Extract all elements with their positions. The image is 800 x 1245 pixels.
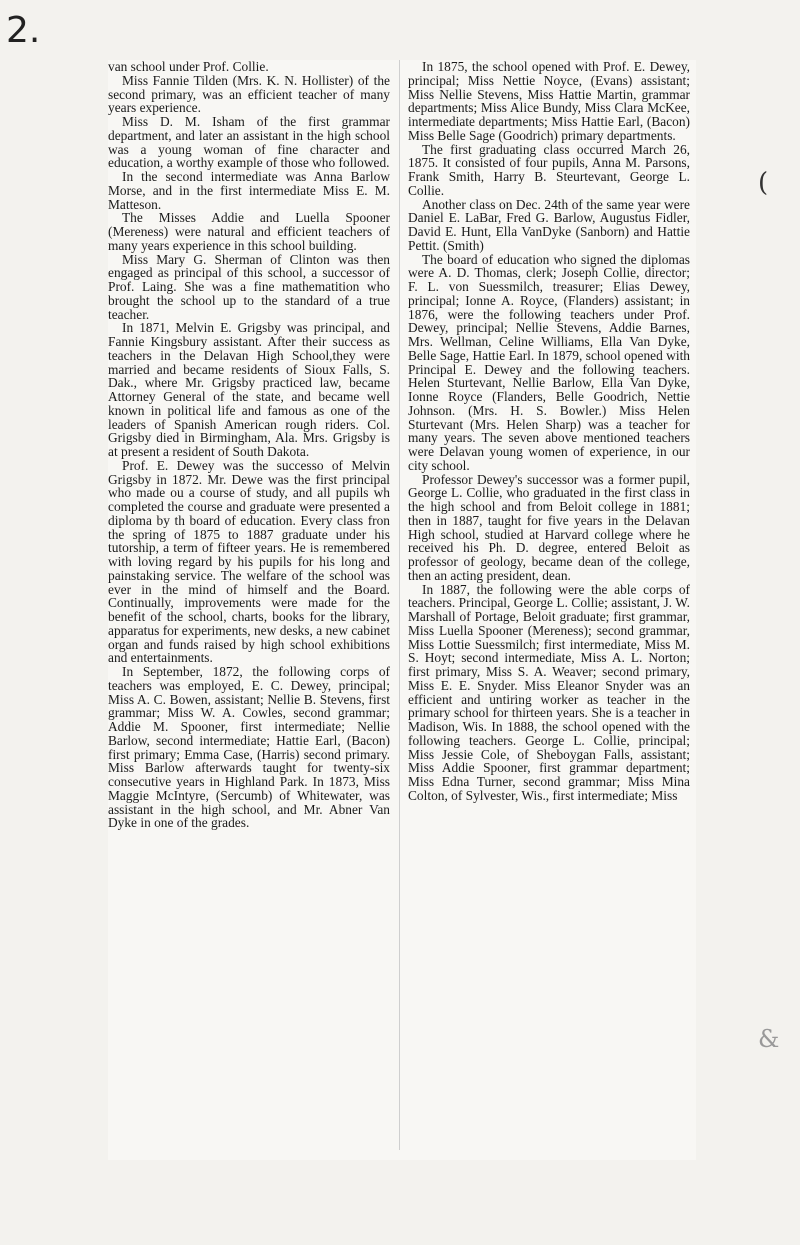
paragraph: In 1871, Melvin E. Grigsby was principal, and Fannie Kingsbury assistant. After their success as teachers in the Delavan High School,they were married and became residents of Sioux Falls, S. Dak., where Mr. Grigsby practiced law, became Attorney General of the state, and became well known in political life and famous as one of the leaders of Spanish American rough riders. Col. Grigsby died in Birmingham, Ala. Mrs. Grigsby is at present a resident of South Dakota. [108, 320, 390, 459]
paragraph: In 1887, the following were the able corps of teachers. Principal, George L. Collie; assistant, J. W. Marshall of Portage, Beloit graduate; first grammar, Miss Luella Spooner (Mereness); second grammar, Miss Lottie Suessmilch; first intermediate, Miss M. S. Hoyt; second intermediate, Miss A. L. Norton; first primary, Miss S. A. Weaver; second primary, Miss E. E. Snyder. Miss Eleanor Snyder was an efficient and untiring worker as teacher in the primary school for thirteen years. She is a teacher in Madison, Wis. In 1888, the school opened with the following teachers. George L. Collie, principal; Miss Jessie Cole, of Sheboygan Falls, assistant; Miss Addie Spooner, first grammar department; Miss Edna Turner, second grammar; Miss Mina Colton, of Sylvester, Wis., first intermediate; Miss [408, 581, 690, 803]
margin-mark: & [758, 1025, 780, 1053]
paragraph: The Misses Addie and Luella Spooner (Mereness) were natural and efficient teachers of many years experience in this school building. [108, 210, 390, 253]
margin-mark: ( [758, 168, 769, 198]
paragraph: Prof. E. Dewey was the successo of Melvin Grigsby in 1872. Mr. Dewe was the first principal who made ou a course of study, and all pupils wh completed the course and graduate were presented a diploma by th board of education. Every class fron the spring of 1875 to 1887 graduate under his tutorship, a term of fifteer years. He is remembered with loving regard by his pupils for his long and painstaking service. The welfare of the school was ever in the mind of himself and the Board. Continually, improvements were made for the benefit of the school, charts, books for the library, apparatus for experiments, new desks, a new cabinet organ and funds raised by high school exhibitions and entertainments. [108, 457, 390, 666]
paragraph: In 1875, the school opened with Prof. E. Dewey, principal; Miss Nettie Noyce, (Evans) assistant; Miss Nellie Stevens, Miss Hattie Martin, grammar departments; Miss Alice Bundy, Miss Clara McKee, intermediate departments; Miss Hattie Earl, (Bacon) Miss Belle Sage (Goodrich) primary departments. [408, 59, 690, 143]
paragraph: Professor Dewey's successor was a former pupil, George L. Collie, who graduated in the first class in the high school and from Beloit college in 1881; then in 1887, taught for five years in the Delavan High school, studied at Harvard college where he received his Ph. D. degree, entered Beloit as professor of geology, became dean of the college, then an acting president, dean. [408, 471, 690, 583]
paragraph: In September, 1872, the following corps of teachers was employed, E. C. Dewey, principal; Miss A. C. Bowen, assistant; Nellie B. Stevens, first grammar; Miss W. A. Cowles, second grammar; Addie M. Spooner, first intermediate; Nellie Barlow, second intermediate; Hattie Earl, (Bacon) first primary; Emma Case, (Harris) second primary. Miss Barlow afterwards taught for twenty-six consecutive years in Highland Park. In 1873, Miss Maggie McIntyre, (Sercumb) of Whitewater, was assistant in the high school, and Mr. Abner Van Dyke in one of the grades. [108, 664, 390, 831]
paragraph: Miss D. M. Isham of the first grammar department, and later an assistant in the high school was a young woman of fine character and education, a worthy example of those who followed. [108, 114, 390, 171]
newspaper-clipping [108, 60, 696, 1160]
right-column [408, 60, 690, 803]
paragraph: The first graduating class occurred March 26, 1875. It consisted of four pupils, Anna M. Parsons, Frank Smith, Harry B. Steurtevant, George L. Collie. [408, 141, 690, 198]
paragraph: The board of education who signed the diplomas were A. D. Thomas, clerk; Joseph Collie, director; F. L. von Suessmilch, treasurer; Elias Dewey, principal; Ionne A. Royce, (Flanders) assistant; in 1876, were the following teachers under Prof. Dewey, principal; Nellie Stevens, Addie Barnes, Mrs. Wellman, Celine Williams, Ella Van Dyke, Belle Sage, Hattie Earl. In 1879, school opened with Principal E. Dewey and the following teachers. Helen Sturtevant, Nellie Barlow, Ella Van Dyke, Ionne Royce (Flanders, Belle Goodrich, Nettie Johnson. (Mrs. H. S. Bowler.) Miss Helen Sturtevant (Mrs. Helen Sharp) was a teacher for many years. The seven above mentioned teachers were Delavan young women of experience, in our city school. [408, 251, 690, 473]
page-number: 2. [6, 10, 41, 51]
paragraph: van school under Prof. Collie. [108, 59, 269, 74]
paragraph: Miss Fannie Tilden (Mrs. K. N. Hollister) of the second primary, was an efficient teacher of many years experience. [108, 72, 390, 116]
column-divider [399, 60, 400, 1150]
paragraph: In the second intermediate was Anna Barlow Morse, and in the first intermediate Miss E. M. Matteson. [108, 169, 390, 212]
paragraph: Miss Mary G. Sherman of Clinton was then engaged as principal of this school, a successor of Prof. Laing. She was a fine mathematition who brought the school up to the standard of a true teacher. [108, 251, 390, 322]
paragraph: Another class on Dec. 24th of the same year were Daniel E. LaBar, Fred G. Barlow, Augustus Fidler, David E. Hunt, Ella VanDyke (Sanborn) and Hattie Pettit. (Smith) [408, 196, 690, 253]
left-column [108, 60, 390, 830]
